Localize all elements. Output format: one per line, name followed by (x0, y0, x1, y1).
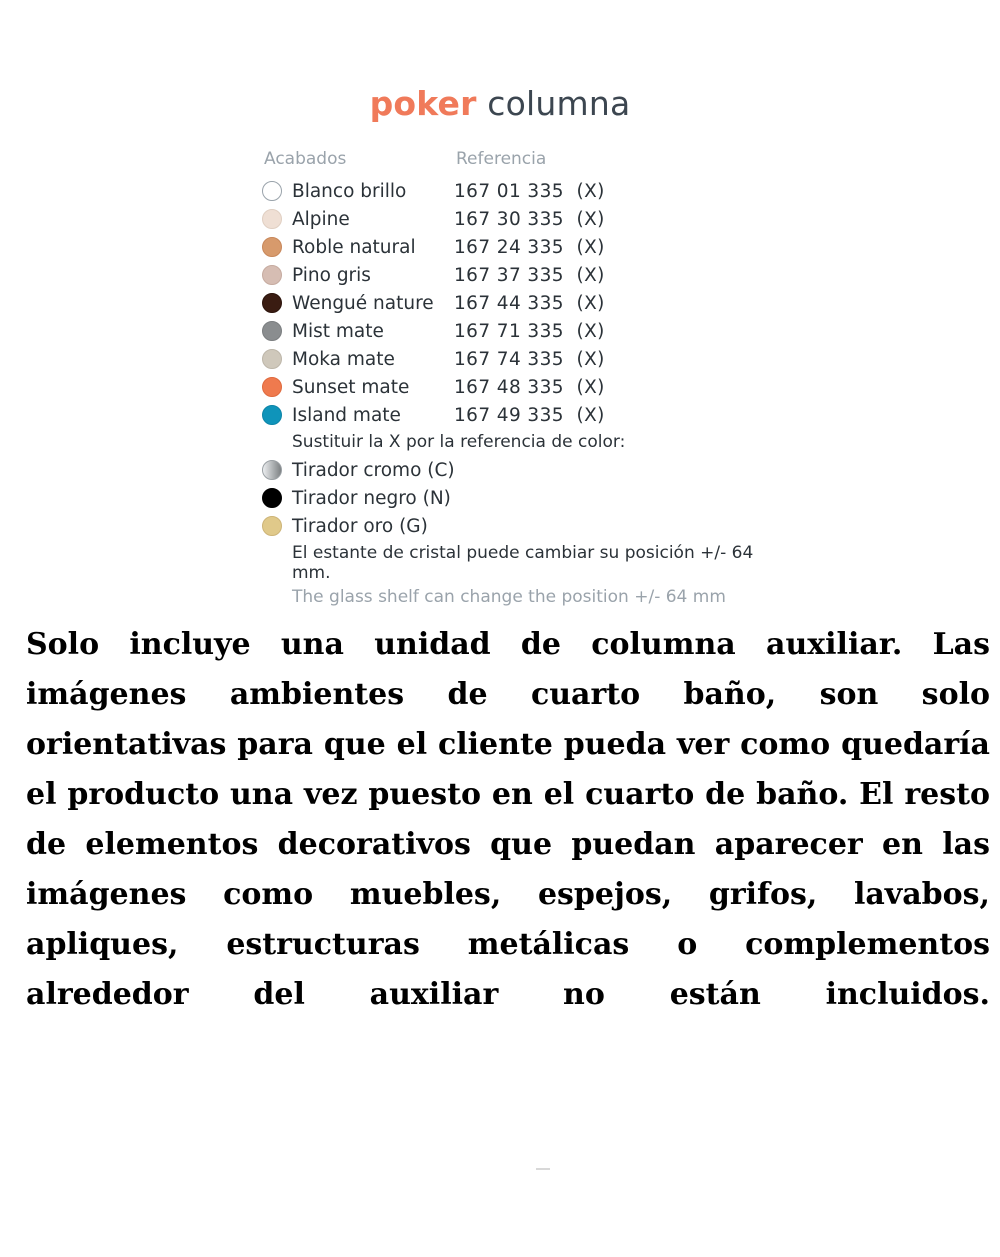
handle-swatch-icon (262, 460, 282, 480)
handle-swatch-icon (262, 516, 282, 536)
product-description: Solo incluye una unidad de columna auxiliar. Las imágenes ambientes de cuarto baño, son solo orientativas para que el cliente pueda ver como quedaría el producto una vez puesto en el cuarto de baño. El resto de elementos decorativos que puedan aparecer en las imágenes como muebles, espejos, grifos, lavabos, apliques, estructuras metálicas o complementos alrededor del auxiliar no están incluidos. (26, 627, 990, 1012)
finish-reference: 167 01 335 (X) (454, 180, 605, 202)
list-item (262, 456, 782, 484)
color-swatch-icon (262, 405, 282, 425)
finish-name: Pino gris (292, 264, 371, 286)
note-substitute: Sustituir la X por la referencia de color: (292, 432, 626, 452)
finish-reference: 167 74 335 (X) (454, 348, 605, 370)
color-swatch-icon (262, 265, 282, 285)
note-shelf-en: The glass shelf can change the position +/- 64 mm (292, 587, 726, 607)
finish-name: Alpine (292, 208, 350, 230)
finish-name: Island mate (292, 404, 401, 426)
page-artifact (536, 1168, 550, 1170)
finish-reference: 167 37 335 (X) (454, 264, 605, 286)
header-acabados: Acabados (264, 149, 347, 169)
finish-table-headers (262, 149, 782, 169)
list-item (262, 512, 782, 540)
finish-name: Sunset mate (292, 376, 410, 398)
table-row (262, 289, 782, 317)
finish-reference: 167 71 335 (X) (454, 320, 605, 342)
finish-name: Mist mate (292, 320, 384, 342)
table-row (262, 345, 782, 373)
handle-name: Tirador oro (G) (292, 515, 428, 537)
note-shelf-es: El estante de cristal puede cambiar su posición +/- 64 mm. (292, 543, 754, 583)
finish-name: Blanco brillo (292, 180, 407, 202)
handles-list (262, 456, 782, 540)
handle-name: Tirador cromo (C) (292, 459, 455, 481)
color-swatch-icon (262, 237, 282, 257)
list-item (262, 484, 782, 512)
table-row (262, 401, 782, 429)
header-referencia: Referencia (456, 149, 547, 169)
finish-name: Roble natural (292, 236, 416, 258)
finish-reference: 167 49 335 (X) (454, 404, 605, 426)
table-row (262, 205, 782, 233)
table-row (262, 233, 782, 261)
table-row (262, 177, 782, 205)
brand-product: columna (487, 84, 631, 123)
finish-reference: 167 44 335 (X) (454, 292, 605, 314)
color-swatch-icon (262, 349, 282, 369)
color-swatch-icon (262, 181, 282, 201)
product-spec-card (0, 0, 1000, 611)
finish-table (262, 149, 782, 607)
table-row (262, 317, 782, 345)
finish-name: Wengué nature (292, 292, 434, 314)
brand-title (0, 84, 1000, 123)
handle-name: Tirador negro (N) (292, 487, 451, 509)
finish-reference: 167 30 335 (X) (454, 208, 605, 230)
brand-name: poker (369, 84, 477, 123)
finish-reference: 167 24 335 (X) (454, 236, 605, 258)
table-row (262, 261, 782, 289)
color-swatch-icon (262, 321, 282, 341)
finish-name: Moka mate (292, 348, 395, 370)
color-swatch-icon (262, 377, 282, 397)
table-row (262, 373, 782, 401)
color-swatch-icon (262, 209, 282, 229)
finish-reference: 167 48 335 (X) (454, 376, 605, 398)
handle-swatch-icon (262, 488, 282, 508)
color-swatch-icon (262, 293, 282, 313)
